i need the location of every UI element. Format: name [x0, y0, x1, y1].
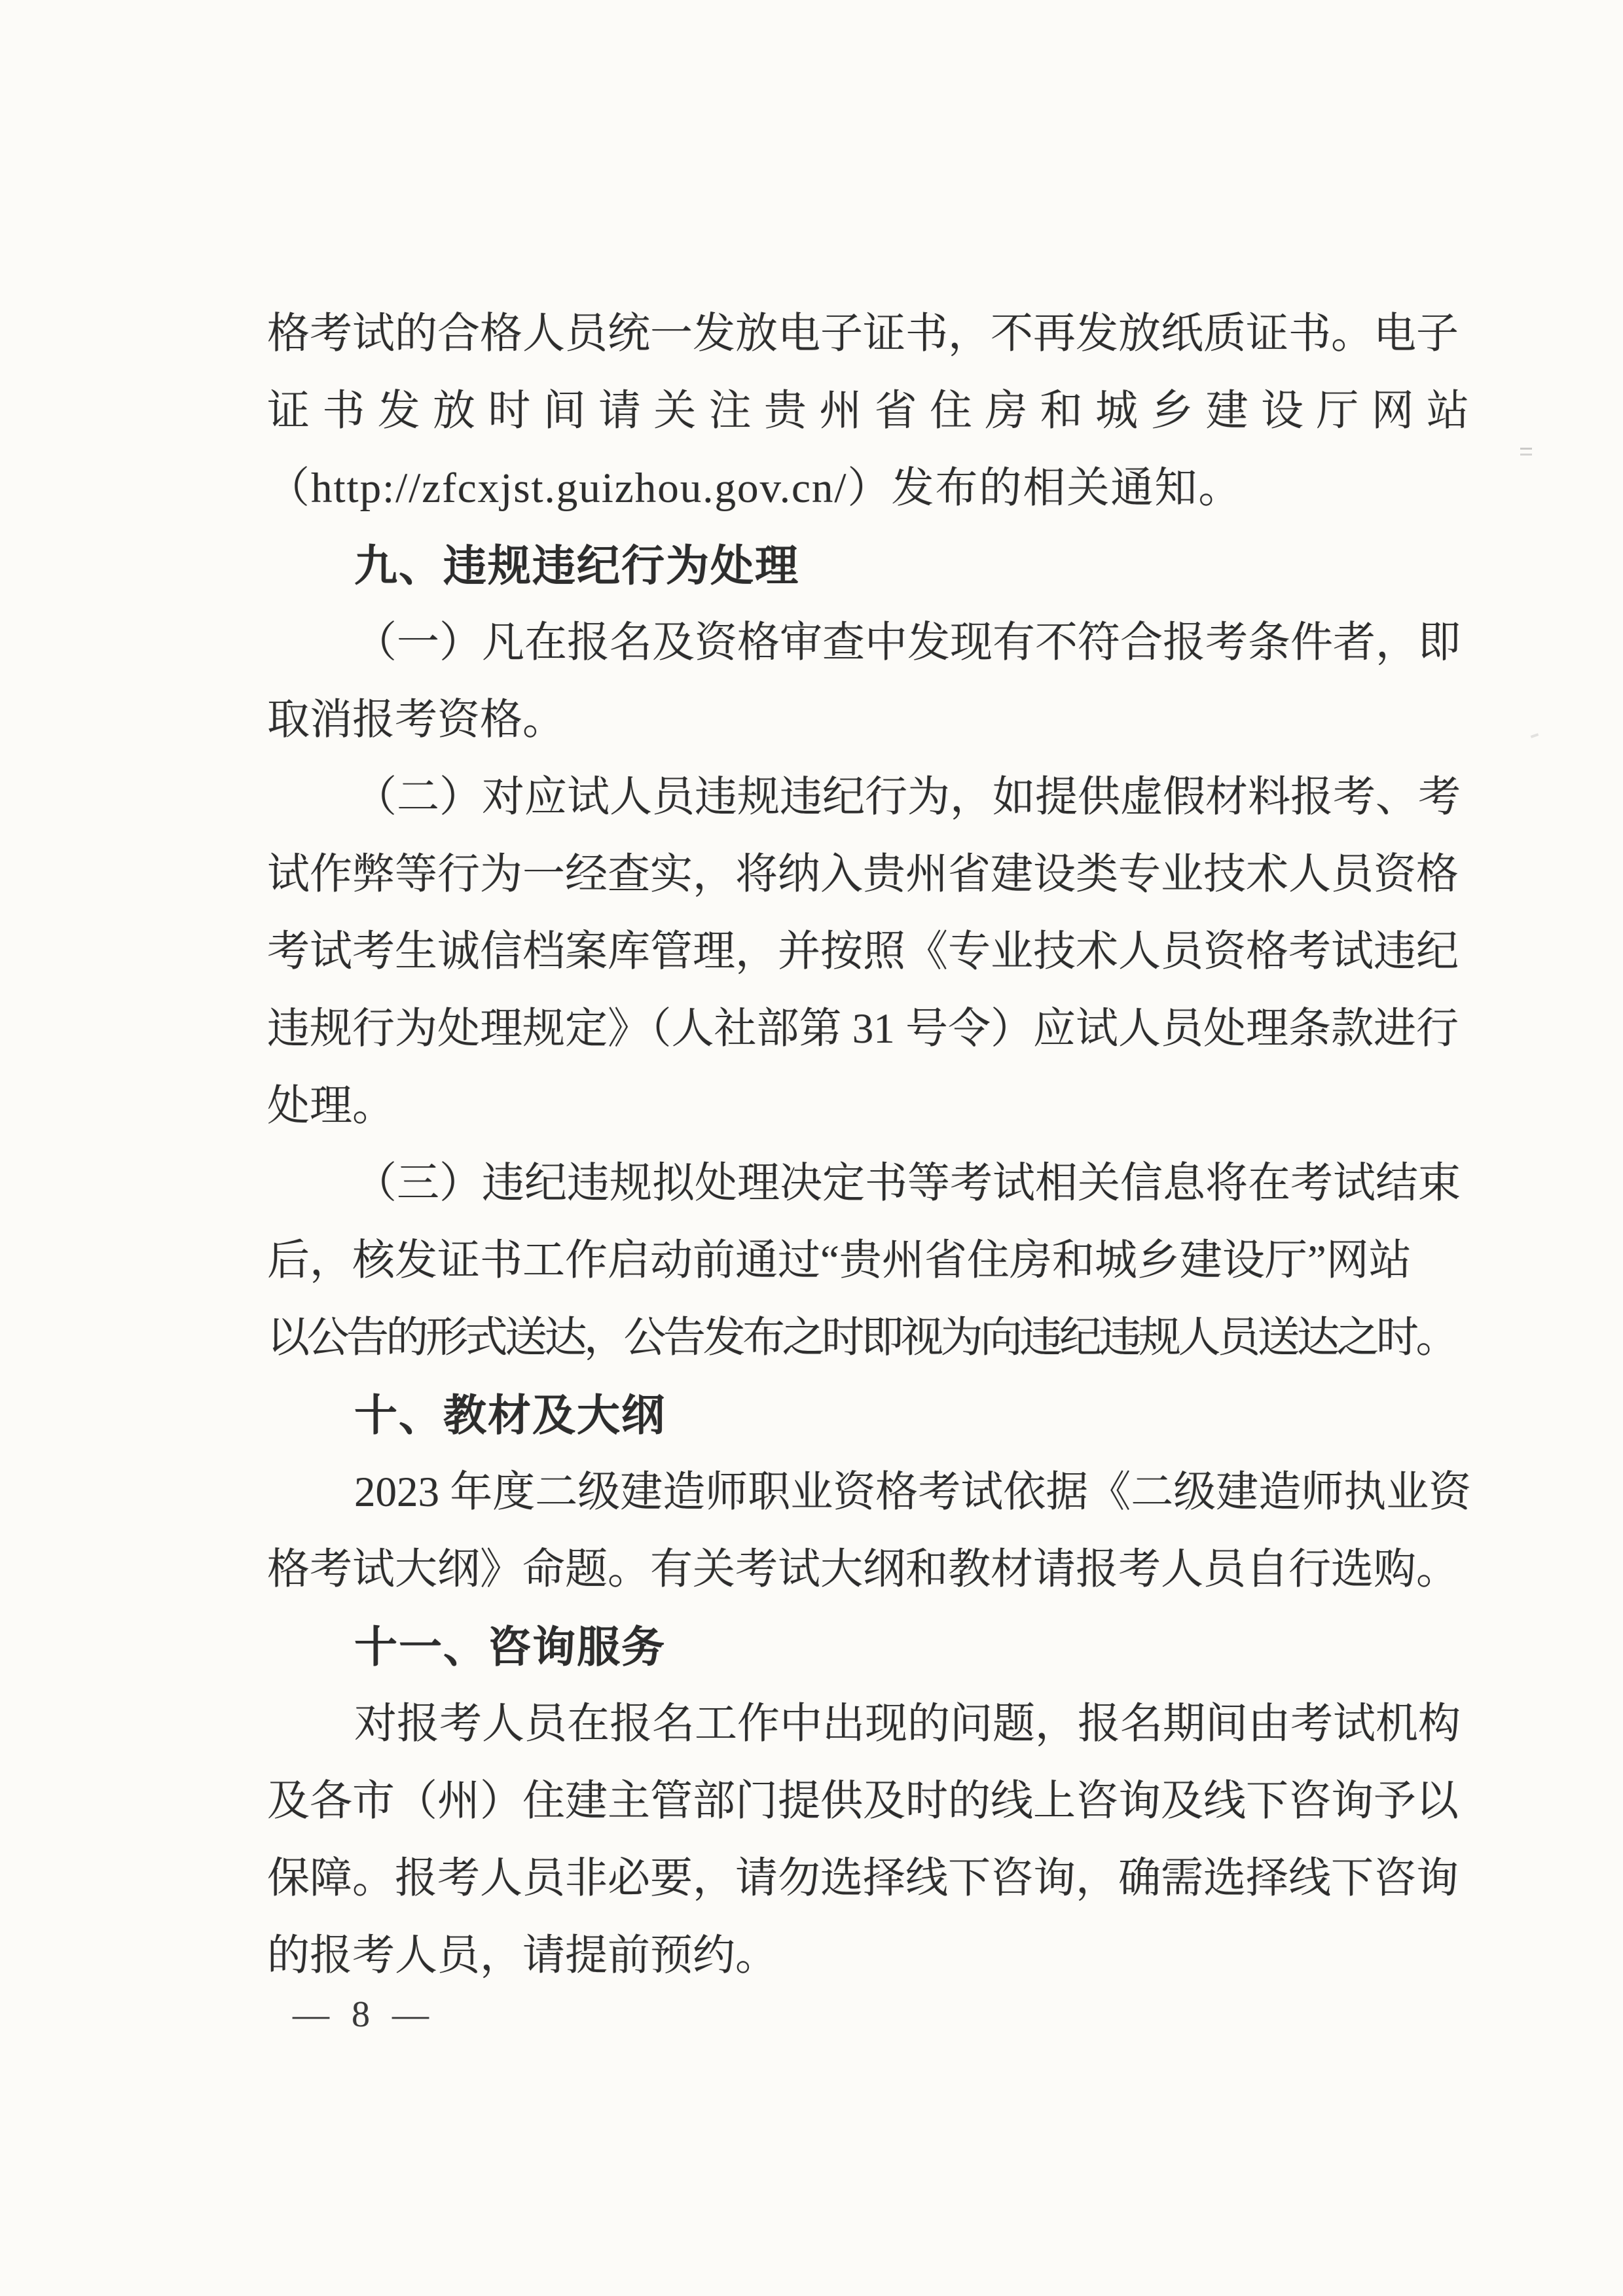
scan-speck: [1520, 448, 1532, 450]
heading-section-11: 十一、咨询服务: [354, 1623, 666, 1671]
text-line: 2023 年度二级建造师职业资格考试依据《二级建造师执业资: [354, 1469, 1472, 1516]
text-line: 试作弊等行为一经查实，将纳入贵州省建设类专业技术人员资格: [267, 851, 1459, 898]
text-line: 的报考人员，请提前预约。: [267, 1932, 778, 1979]
text-line: （三）违纪违规拟处理决定书等考试相关信息将在考试结束: [354, 1160, 1461, 1207]
text-line: 处理。: [267, 1083, 395, 1130]
text-line: （一）凡在报名及资格审查中发现有不符合报考条件者，即: [354, 619, 1461, 666]
heading-section-10: 十、教材及大纲: [354, 1391, 666, 1439]
heading-section-9: 九、违规违纪行为处理: [354, 541, 799, 590]
text-line: 对报考人员在报名工作中出现的问题，报名期间由考试机构: [354, 1700, 1461, 1748]
website-url-line: （http://zfcxjst.guizhou.gov.cn/）发布的相关通知。: [267, 465, 1243, 512]
text-line: 取消报考资格。: [267, 696, 566, 744]
text-line: 以公告的形式送达，公告发布之时即视为向违纪违规人员送达之时。: [267, 1314, 1456, 1361]
text-line: 保障。报考人员非必要，请勿选择线下咨询，确需选择线下咨询: [267, 1855, 1459, 1902]
text-line: 证书发放时间请关注贵州省住房和城乡建设厅网站: [267, 387, 1469, 435]
scan-speck: [1531, 733, 1539, 738]
text-line: 格考试大纲》命题。有关考试大纲和教材请报考人员自行选购。: [267, 1546, 1459, 1593]
page-number: — 8 —: [293, 1994, 435, 2035]
text-line: 格考试的合格人员统一发放电子证书，不再发放纸质证书。电子: [267, 310, 1459, 357]
text-line: （二）对应试人员违规违纪行为，如提供虚假材料报考、考: [354, 774, 1461, 821]
document-body: [267, 295, 1472, 1994]
text-line: 及各市（州）住建主管部门提供及时的线上咨询及线下咨询予以: [267, 1778, 1459, 1825]
text-line: 考试考生诚信档案库管理，并按照《专业技术人员资格考试违纪: [267, 928, 1459, 975]
text-line: 后，核发证书工作启动前通过“贵州省住房和城乡建设厅”网站: [267, 1237, 1412, 1284]
text-line: 违规行为处理规定》（人社部第 31 号令）应试人员处理条款进行: [267, 1005, 1459, 1052]
